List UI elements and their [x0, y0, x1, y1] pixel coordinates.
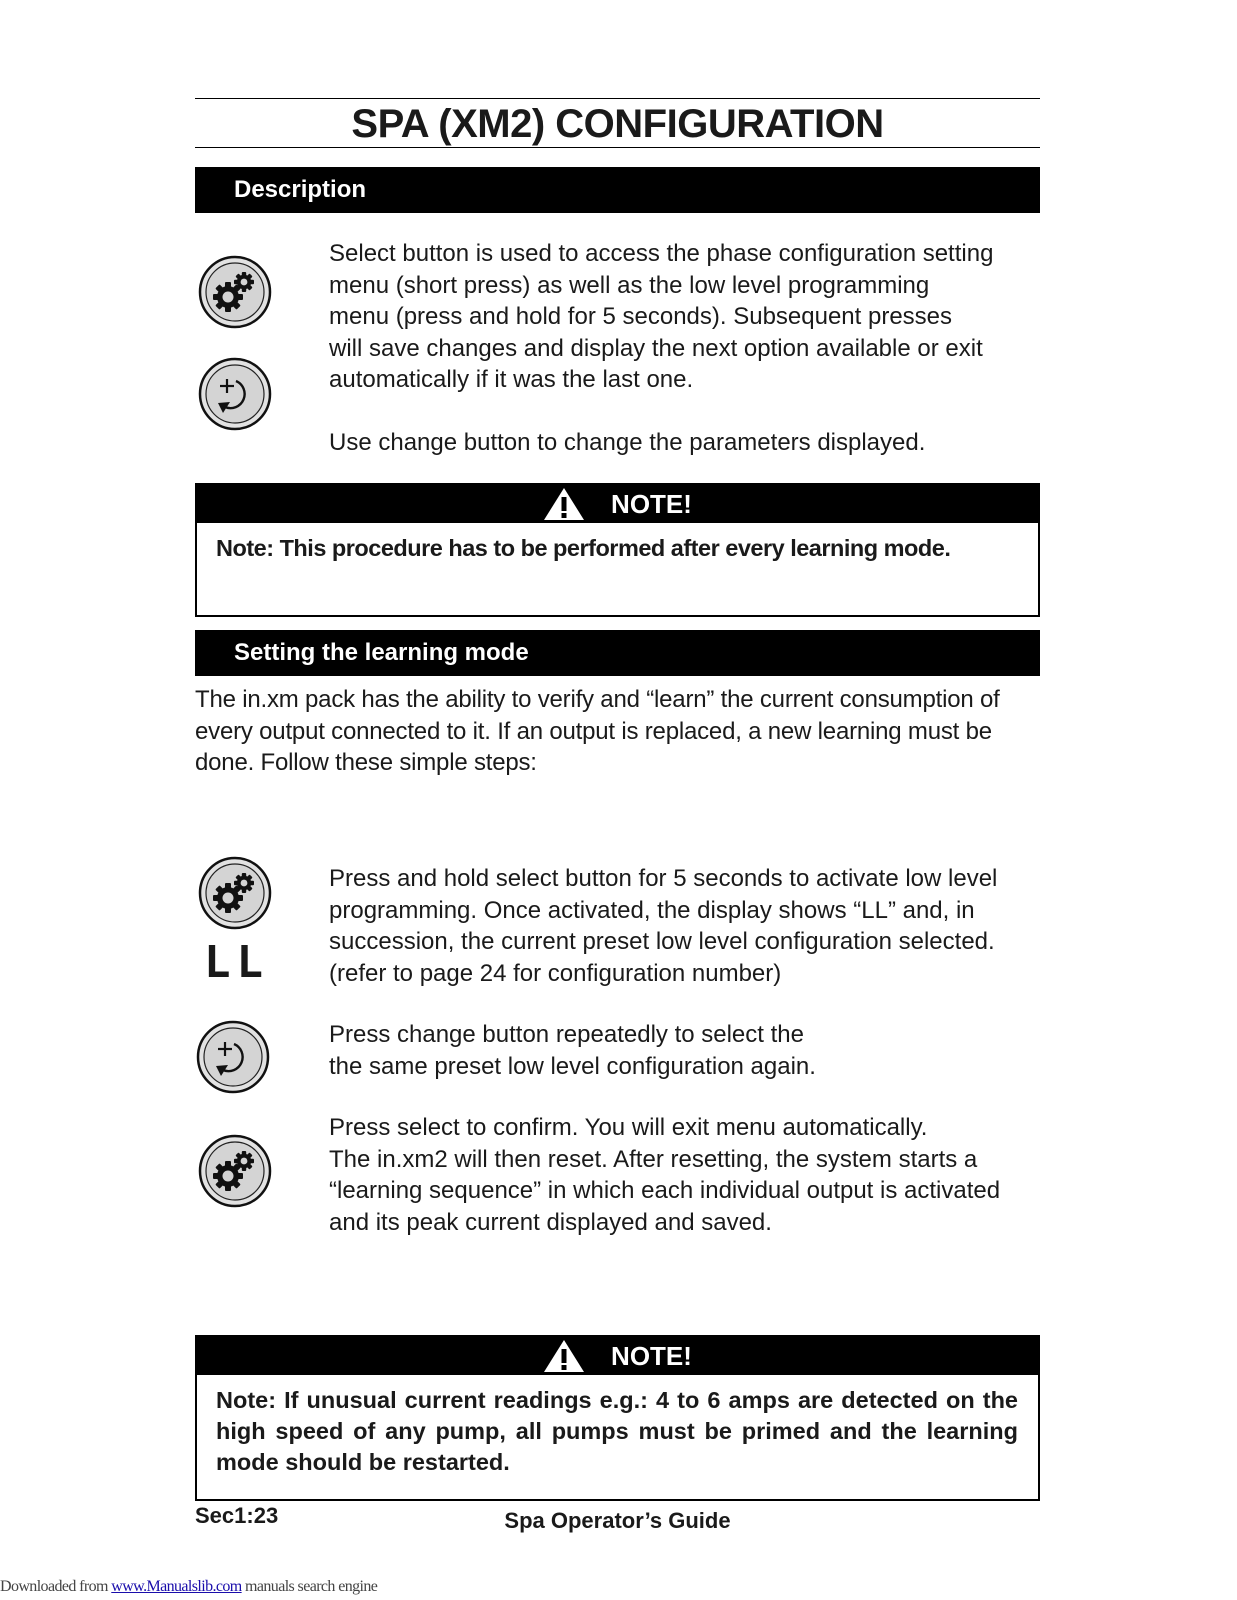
- manualslib-link[interactable]: www.Manualslib.com: [111, 1578, 242, 1595]
- section-number: Sec1:23: [195, 1503, 279, 1528]
- note-box: [195, 483, 1040, 617]
- note-text: Note: This procedure has to be performed after every learning mode.: [216, 535, 951, 561]
- step-line: and its peak current displayed and saved.: [329, 1208, 772, 1236]
- learning-heading: Setting the learning mode: [195, 630, 1040, 676]
- description-line: automatically if it was the last one.: [329, 366, 694, 393]
- description-line: Select button is used to access the phase configuration setting: [329, 240, 994, 267]
- note-label: NOTE!: [611, 1341, 692, 1371]
- step-line: Press select to confirm. You will exit menu automatically.: [329, 1114, 928, 1141]
- warning-icon: [543, 1339, 585, 1373]
- change-button-text: Use change button to change the parameters displayed.: [329, 429, 926, 456]
- title-rule: [195, 147, 1040, 148]
- download-suffix: manuals search engine: [241, 1578, 378, 1595]
- note-label: NOTE!: [611, 489, 692, 519]
- step3-text: [329, 1112, 1049, 1238]
- page-title: SPA (XM2) CONFIGURATION: [351, 102, 884, 146]
- note-header: [197, 1337, 1038, 1375]
- gear-icon: [198, 856, 272, 930]
- gear-icon: [198, 1134, 272, 1208]
- download-prefix: Downloaded from: [0, 1578, 112, 1595]
- step-line: programming. Once activated, the display shows “LL” and, in: [329, 896, 975, 924]
- gear-icon: [198, 255, 272, 329]
- intro-line: done. Follow these simple steps:: [195, 749, 537, 776]
- ll-display-code: LL: [204, 937, 269, 988]
- description-line: menu (press and hold for 5 seconds). Subsequent presses: [329, 303, 953, 330]
- step-line: Press and hold select button for 5 seconds to activate low level: [329, 865, 998, 892]
- note-header: [197, 485, 1038, 523]
- plus-rotate-icon: [198, 357, 272, 431]
- note-text: Note: If unusual current readings e.g.: 4 to 6 amps are detected on the high speed of any pump, all pumps must be primed and the learning mode should be restarted.: [216, 1387, 1018, 1475]
- learning-intro: [195, 684, 1045, 779]
- note-box: [195, 1335, 1040, 1501]
- step1-text: [329, 863, 1049, 989]
- description-heading: Description: [195, 167, 1040, 213]
- guide-title: Spa Operator’s Guide: [504, 1508, 731, 1533]
- intro-line: The in.xm pack has the ability to verify and “learn” the current consumption of: [195, 686, 1000, 713]
- step-line: (refer to page 24 for configuration number): [329, 959, 782, 987]
- description-line: will save changes and display the next option available or exit: [329, 334, 983, 362]
- step2-text: [329, 1019, 1049, 1082]
- step-line: “learning sequence” in which each individual output is activated: [329, 1177, 1001, 1204]
- step-line: Press change button repeatedly to select the: [329, 1021, 804, 1048]
- download-note: [0, 1578, 377, 1596]
- description-text: [329, 238, 1049, 396]
- intro-line: every output connected to it. If an output is replaced, a new learning must be: [195, 717, 992, 745]
- plus-rotate-icon: [196, 1020, 270, 1094]
- step-line: the same preset low level configuration again.: [329, 1052, 816, 1080]
- warning-icon: [543, 487, 585, 521]
- step-line: The in.xm2 will then reset. After resetting, the system starts a: [329, 1145, 978, 1173]
- description-line: menu (short press) as well as the low level programming: [329, 271, 930, 299]
- top-rule: [195, 98, 1040, 99]
- step-line: succession, the current preset low level configuration selected.: [329, 928, 995, 955]
